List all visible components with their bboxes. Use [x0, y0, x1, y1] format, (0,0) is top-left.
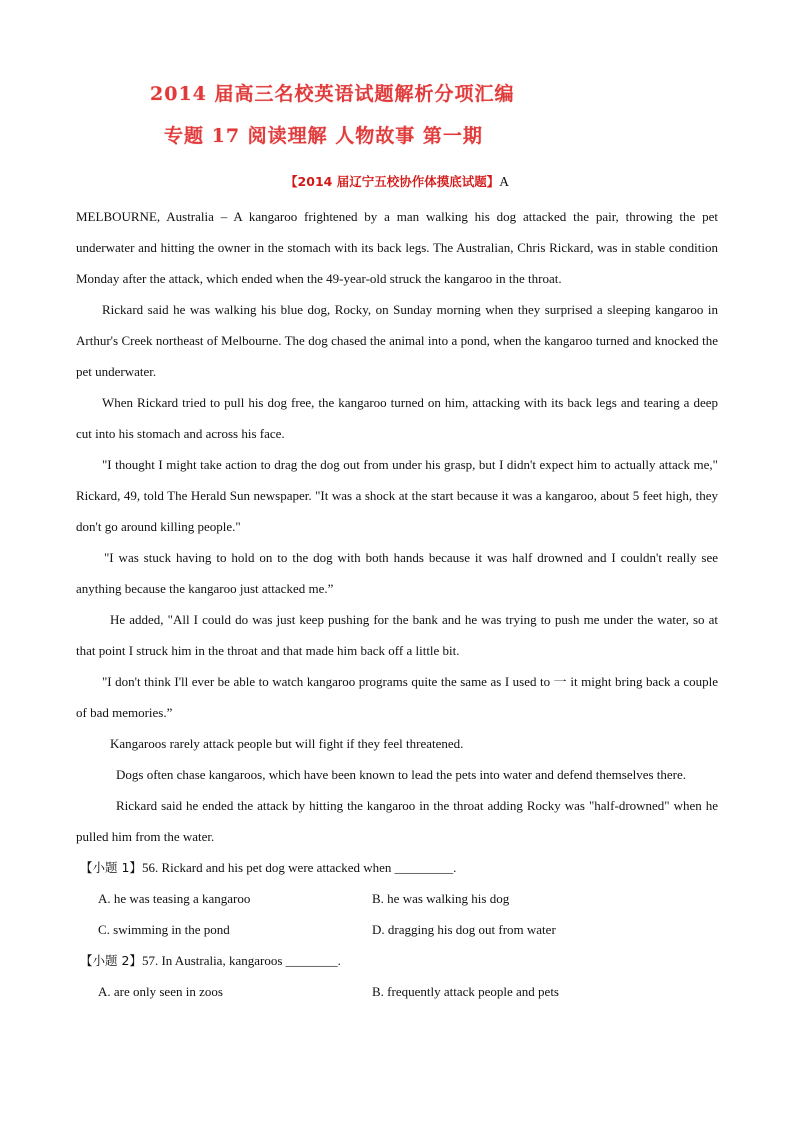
option-a: A. are only seen in zoos [98, 984, 223, 999]
option-c: C. swimming in the pond [98, 922, 230, 937]
paragraph: When Rickard tried to pull his dog free, the kangaroo turned on him, attacking with its back legs and tearing a deep cut into his stomach and across his face. [76, 395, 718, 441]
question-stem: 57. In Australia, kangaroos ________. [141, 953, 341, 968]
paragraph: "I thought I might take action to drag the dog out from under his grasp, but I didn't expect him to actually attack me," Rickard, 49, told The Herald Sun newspaper. "It was a shock at the start because it was a kangaroo, about 5 feet high, they don't go around killing people." [76, 457, 718, 534]
paragraph: "I was stuck having to hold on to the dog with both hands because it was half drowned and I couldn't really see anything because the kangaroo just attacked me.” [76, 550, 718, 596]
question-2 [80, 945, 718, 976]
section-heading [0, 172, 794, 190]
article-body [76, 201, 718, 1007]
paragraph: Rickard said he ended the attack by hitting the kangaroo in the throat adding Rocky was "half-drowned" when he pulled him from the water. [76, 798, 718, 844]
paragraph: He added, "All I could do was just keep pushing for the bank and he was trying to push me under the water, so at that point I struck him in the throat and that made him back off a little bit. [76, 612, 718, 658]
options-row [76, 976, 718, 1007]
question-1 [80, 852, 718, 883]
question-tag: 【小题 2】 [80, 953, 142, 968]
paragraph: Kangaroos rarely attack people but will fight if they feel threatened. [110, 736, 464, 751]
section-label: A [499, 174, 509, 189]
options-row [76, 914, 718, 945]
document-subtitle: 专题 17 阅读理解 人物故事 第一期 [164, 125, 483, 147]
paragraph: "I don't think I'll ever be able to watch kangaroo programs quite the same as I used to 一 it might bring back a couple of bad memories.” [76, 674, 718, 720]
paragraph: Dogs often chase kangaroos, which have been known to lead the pets into water and defend themselves there. [116, 767, 687, 782]
paragraph: MELBOURNE, Australia – A kangaroo frightened by a man walking his dog attacked the pair, throwing the pet underwater and hitting the owner in the stomach with its back legs. The Australian, Chris Rickard, was in stable condition Monday after the attack, which ended when the 49-year-old struck the kangaroo in the throat. [76, 209, 718, 286]
question-stem: 56. Rickard and his pet dog were attacked when _________. [141, 860, 457, 875]
option-a: A. he was teasing a kangaroo [98, 891, 251, 906]
question-tag: 【小题 1】 [80, 860, 142, 875]
options-row [76, 883, 718, 914]
paragraph: Rickard said he was walking his blue dog, Rocky, on Sunday morning when they surprised a sleeping kangaroo in Arthur's Creek northeast of Melbourne. The dog chased the animal into a pond, when the kangaroo turned and knocked the pet underwater. [76, 302, 718, 379]
option-d: D. dragging his dog out from water [372, 922, 556, 937]
option-b: B. frequently attack people and pets [372, 984, 559, 999]
document-header [150, 76, 570, 154]
option-b: B. he was walking his dog [372, 891, 510, 906]
section-source: 【2014 届辽宁五校协作体摸底试题】 [285, 174, 500, 189]
document-title: 2014 届高三名校英语试题解析分项汇编 [150, 83, 515, 105]
